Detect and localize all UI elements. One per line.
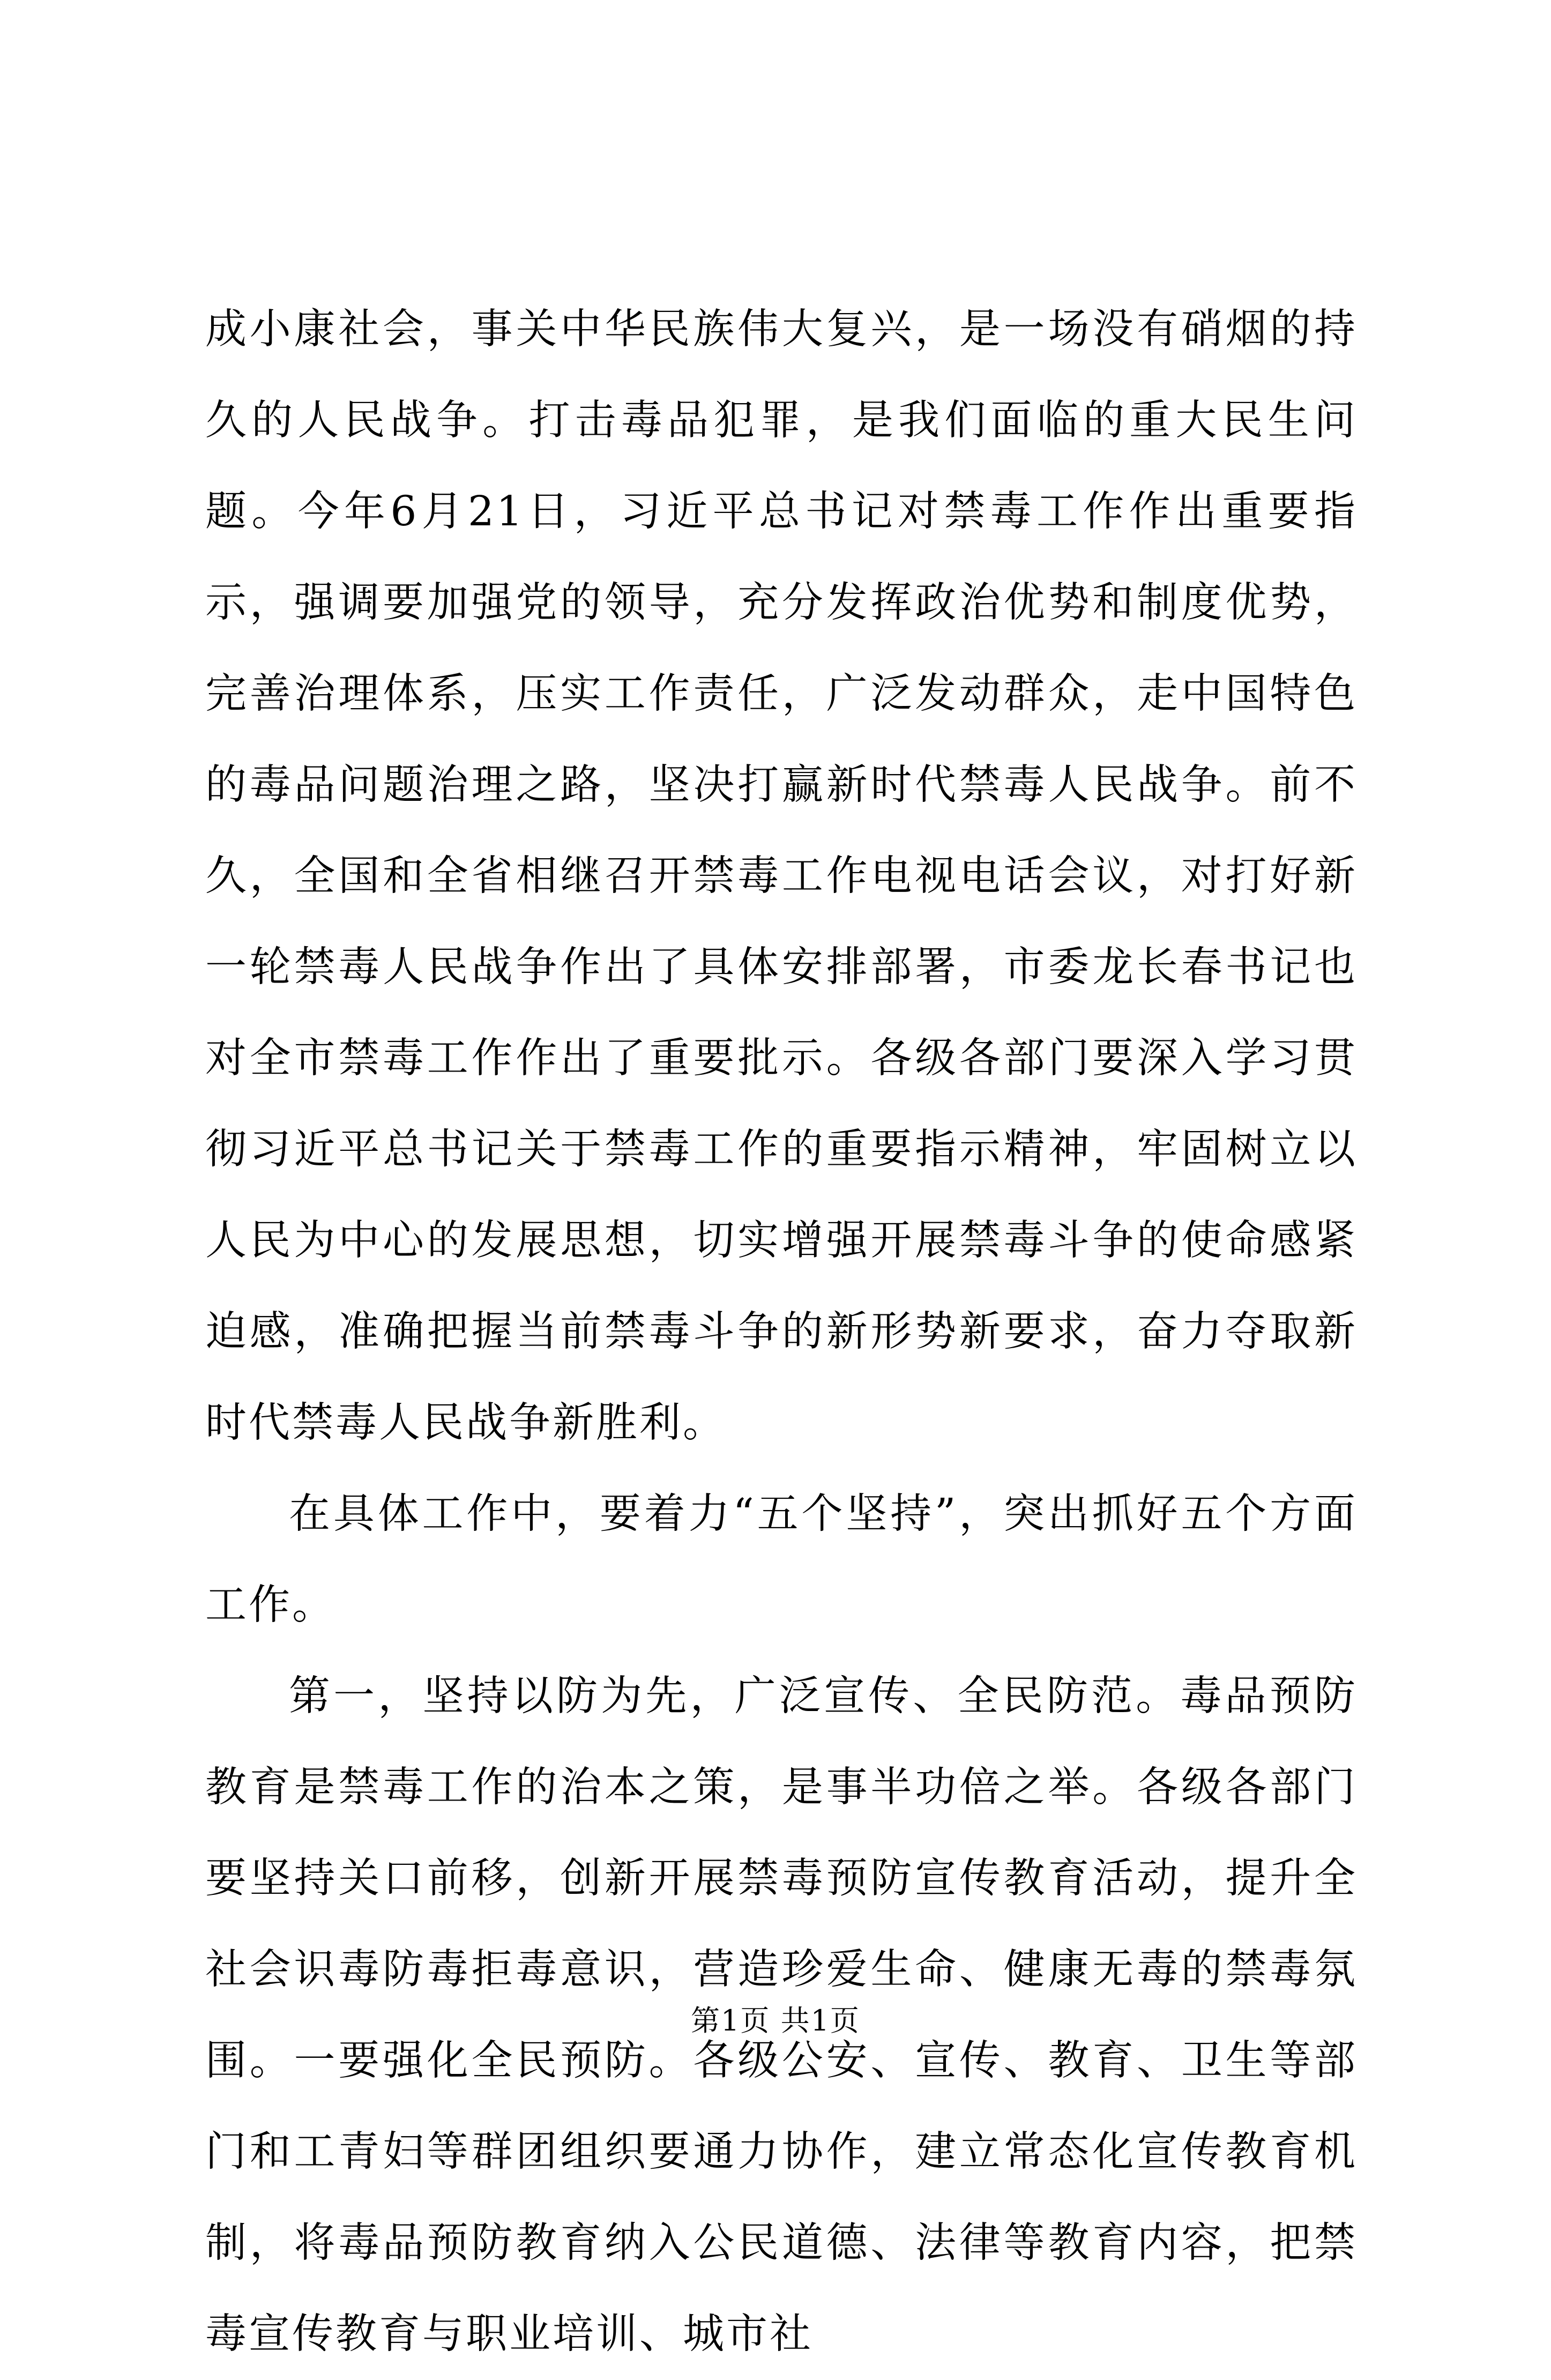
paragraph-first-point: 第一，坚持以防为先，广泛宣传、全民防范。毒品预防教育是禁毒工作的治本之策，是事半功倍之举。各级各部门要坚持关口前移，创新开展禁毒预防宣传教育活动，提升全社会识毒防毒拒毒意识，营造珍爱生命、健康无毒的禁毒氛围。一要强化全民预防。各级公安、宣传、教育、卫生等部门和工青妇等群团组织要通力协作，建立常态化宣传教育机制，将毒品预防教育纳入公民道德、法律等教育内容，把禁毒宣传教育与职业培训、城市社 xyxy=(205,1672,1358,2358)
paragraph-continued: 成小康社会，事关中华民族伟大复兴，是一场没有硝烟的持久的人民战争。打击毒品犯罪，是我们面临的重大民生问题。今年6月21日，习近平总书记对禁毒工作作出重要指示，强调要加强党的领导，充分发挥政治优势和制度优势，完善治理体系，压实工作责任，广泛发动群众，走中国特色的毒品问题治理之路，坚决打赢新时代禁毒人民战争。前不久，全国和全省相继召开禁毒工作电视电话会议，对打好新一轮禁毒人民战争作出了具体安排部署，市委龙长春书记也对全市禁毒工作作出了重要批示。各级各部门要深入学习贯彻习近平总书记关于禁毒工作的重要指示精神，牢固树立以人民为中心的发展思想，切实增强开展禁毒斗争的使命感紧迫感，准确把握当前禁毒斗争的新形势新要求，奋力夺取新时代禁毒人民战争新胜利。 xyxy=(205,306,1358,1447)
document-body xyxy=(205,284,1358,2380)
page-footer: 第1页 共1页 xyxy=(691,2004,860,2037)
paragraph-five-persistences: 在具体工作中，要着力“五个坚持”，突出抓好五个方面工作。 xyxy=(205,1490,1358,1629)
